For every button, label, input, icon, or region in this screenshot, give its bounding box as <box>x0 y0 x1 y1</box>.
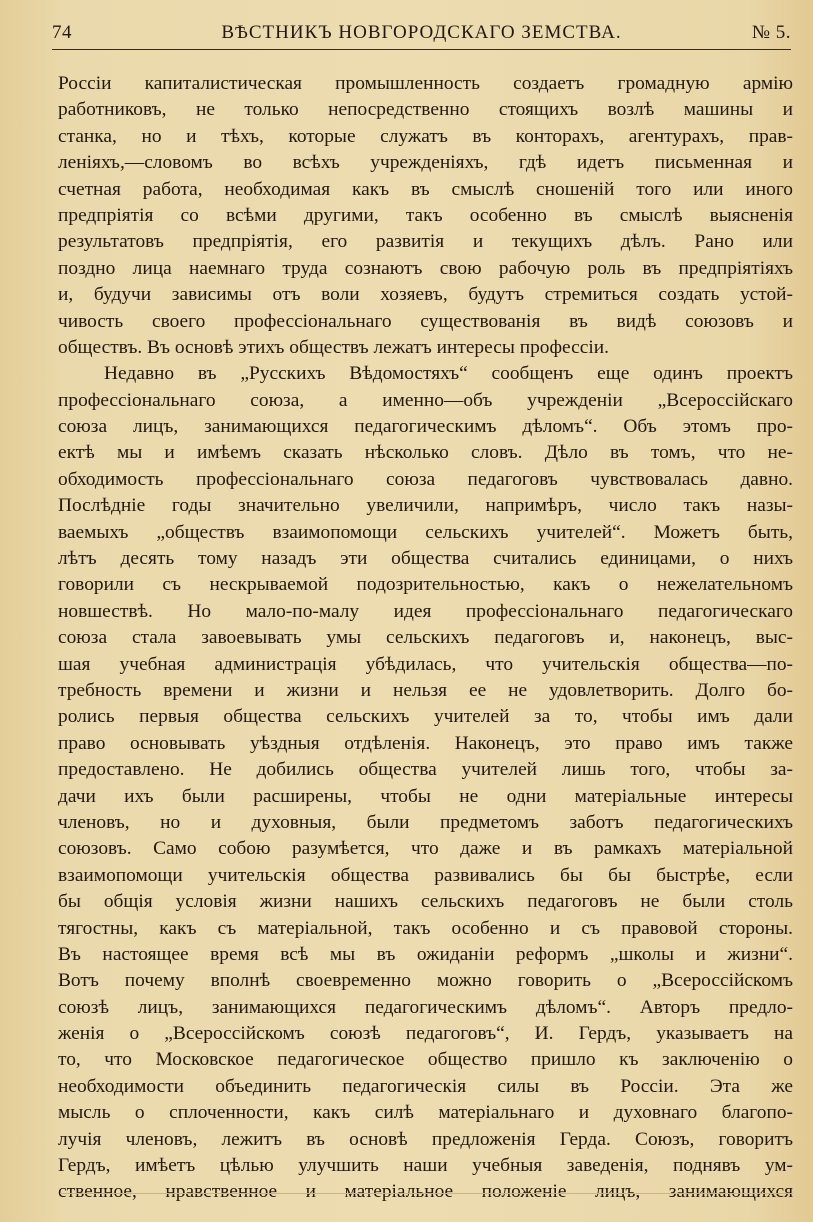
text-line: дачи ихъ были расширены, чтобы не одни матеріальные интересы <box>58 785 793 807</box>
text-line: союзовъ. Само собою разумѣется, что даже и въ рамкахъ матеріальной <box>58 838 793 860</box>
text-line: союза лицъ, занимающихся педагогическимъ дѣломъ“. Объ этомъ про- <box>58 416 793 438</box>
text-line: работниковъ, не только непосредственно стоящихъ возлѣ машины и <box>58 99 793 121</box>
text-line: станка, но и тѣхъ, которые служатъ въ конторахъ, агентурахъ, прав- <box>58 125 793 147</box>
text-line: поздно лица наемнаго труда сознаютъ свою рабочую роль въ предпріятіяхъ <box>58 257 793 279</box>
text-line: Въ настоящее время всѣ мы въ ожиданіи реформъ „школы и жизни“. <box>58 943 793 965</box>
text-line: обходимость профессіональнаго союза педагоговъ чувствовалась давно. <box>58 468 793 490</box>
paragraph-first-line: Недавно въ „Русскихъ Вѣдомостяхъ“ сообщенъ еще одинъ проектъ <box>104 363 793 385</box>
text-line: Гердъ, имѣетъ цѣлью улучшить наши учебныя заведенія, поднявъ ум- <box>58 1155 793 1177</box>
page-number: 74 <box>52 22 72 43</box>
text-line: говорили съ нескрываемой подозрительностью, какъ о нежелательномъ <box>58 574 793 596</box>
text-line: чивость своего профессіональнаго существованія въ видѣ союзовъ и <box>58 310 793 332</box>
running-header <box>52 22 791 46</box>
text-line: ственное, нравственное и матеріальное положеніе лицъ, занимающихся <box>58 1181 793 1203</box>
text-line: требность времени и жизни и нельзя ее не удовлетворить. Долго бо- <box>58 679 793 701</box>
text-line: необходимости объединить педагогическія силы въ Россіи. Эта же <box>58 1075 793 1097</box>
text-line: тягостны, какъ съ матеріальной, такъ особенно и съ правовой стороны. <box>58 917 793 939</box>
paragraph-end-line: обществъ. Въ основѣ этихъ обществъ лежатъ интересы профессіи. <box>58 336 609 358</box>
text-line: шая учебная администрація убѣдилась, что учительскія общества—по- <box>58 653 793 675</box>
text-line: Россіи капиталистическая промышленность создаетъ громадную армію <box>58 73 793 94</box>
text-line: предоставлено. Не добились общества учителей лишь того, чтобы за- <box>58 759 793 781</box>
text-line: Послѣдніе годы значительно увеличили, напримѣръ, число такъ назы- <box>58 495 793 517</box>
article-body <box>58 71 793 1206</box>
header-rule <box>52 49 791 50</box>
text-line: лѣтъ десять тому назадъ эти общества считались единицами, о нихъ <box>58 548 793 570</box>
issue-number: № 5. <box>751 22 791 43</box>
text-line: женія о „Всероссійскомъ союзѣ педагоговъ“, И. Гердъ, указываетъ на <box>58 1023 793 1045</box>
text-line: лучія членовъ, лежитъ въ основѣ предложенія Герда. Союзъ, говоритъ <box>58 1128 793 1150</box>
text-line: союза стала завоевывать умы сельскихъ педагоговъ и, наконецъ, выс- <box>58 627 793 649</box>
text-line: леніяхъ,—словомъ во всѣхъ учрежденіяхъ, гдѣ идетъ письменная и <box>58 152 793 174</box>
text-line: ваемыхъ „обществъ взаимопомощи сельскихъ учителей“. Можетъ быть, <box>58 521 793 543</box>
text-line: членовъ, но и духовныя, были предметомъ заботъ педагогическихъ <box>58 811 793 833</box>
text-line: ролись первыя общества сельскихъ учителей за то, чтобы имъ дали <box>58 706 793 728</box>
text-line: право основывать уѣздныя отдѣленія. Наконецъ, это право имъ также <box>58 732 793 754</box>
text-line: ектѣ мы и имѣемъ сказать нѣсколько словъ. Дѣло въ томъ, что не- <box>58 442 793 464</box>
text-line: бы общія условія жизни нашихъ сельскихъ педагоговъ не были столь <box>58 891 793 913</box>
text-line: счетная работа, необходимая какъ въ смыслѣ сношеній того или иного <box>58 178 793 200</box>
text-line: Вотъ почему вполнѣ своевременно можно говорить о „Всероссійскомъ <box>58 970 793 992</box>
text-line: то, что Московское педагогическое общество пришло къ заключенію о <box>58 1049 793 1071</box>
text-line: новшествѣ. Но мало-по-малу идея профессіональнаго педагогическаго <box>58 600 793 622</box>
journal-title: ВѢСТНИКЪ НОВГОРОДСКАГО ЗЕМСТВА. <box>221 22 622 43</box>
page-bottom-edge <box>60 1193 793 1194</box>
text-line: взаимопомощи учительскія общества развивались бы бы быстрѣе, если <box>58 864 793 886</box>
text-line: профессіональнаго союза, а именно—объ учрежденіи „Всероссійскаго <box>58 389 793 411</box>
text-line: результатовъ предпріятія, его развитія и текущихъ дѣлъ. Рано или <box>58 231 793 253</box>
text-line: и, будучи зависимы отъ воли хозяевъ, будутъ стремиться создать устой- <box>58 284 793 306</box>
text-line: союзѣ лицъ, занимающихся педагогическимъ дѣломъ“. Авторъ предло- <box>58 996 793 1018</box>
text-line: мысль о сплоченности, какъ силѣ матеріальнаго и духовнаго благопо- <box>58 1102 793 1124</box>
text-line: предпріятія со всѣми другими, такъ особенно въ смыслѣ выясненія <box>58 204 793 226</box>
